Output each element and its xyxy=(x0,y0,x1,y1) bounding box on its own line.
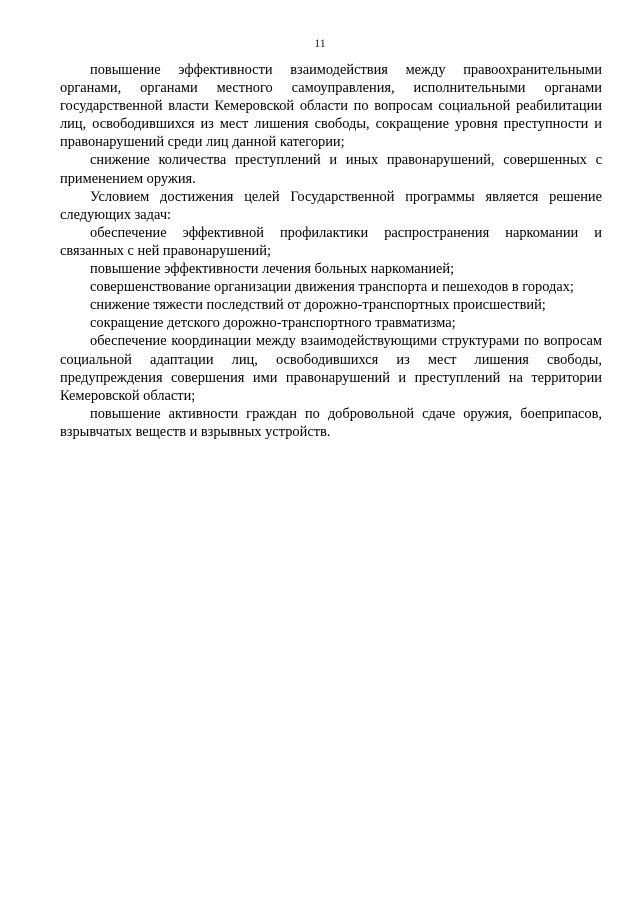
paragraph: Условием достижения целей Государственной программы является решение следующих задач: xyxy=(60,188,602,223)
paragraph: обеспечение координации между взаимодействующими структурами по вопросам социальной адаптации лиц, освободившихся из мест лишения свободы, предупреждения совершения ими правонарушений и преступлений на территории Кемеровской области; xyxy=(60,333,602,404)
paragraph: сокращение детского дорожно-транспортного травматизма; xyxy=(90,315,456,332)
paragraph: повышение эффективности взаимодействия между правоохранительными органами, органами местного самоуправления, исполнительными органами государственной власти Кемеровской области по вопросам социальной реабилитации лиц, освободившихся из мест лишения свободы, сокращение уровня преступности и правонарушений среди лиц данной категории; xyxy=(60,62,602,151)
paragraph: совершенствование организации движения транспорта и пешеходов в городах; xyxy=(90,279,574,296)
paragraph: обеспечение эффективной профилактики распространения наркомании и связанных с ней правонарушений; xyxy=(60,224,602,259)
paragraph: снижение тяжести последствий от дорожно-транспортных происшествий; xyxy=(90,297,546,314)
body-text xyxy=(60,61,602,441)
page-number: 11 xyxy=(314,36,326,50)
paragraph: повышение эффективности лечения больных наркоманией; xyxy=(90,261,455,278)
paragraph: повышение активности граждан по добровольной сдаче оружия, боеприпасов, взрывчатых веществ и взрывных устройств. xyxy=(60,405,602,440)
paragraph: снижение количества преступлений и иных правонарушений, совершенных с применением оружия. xyxy=(60,152,602,187)
